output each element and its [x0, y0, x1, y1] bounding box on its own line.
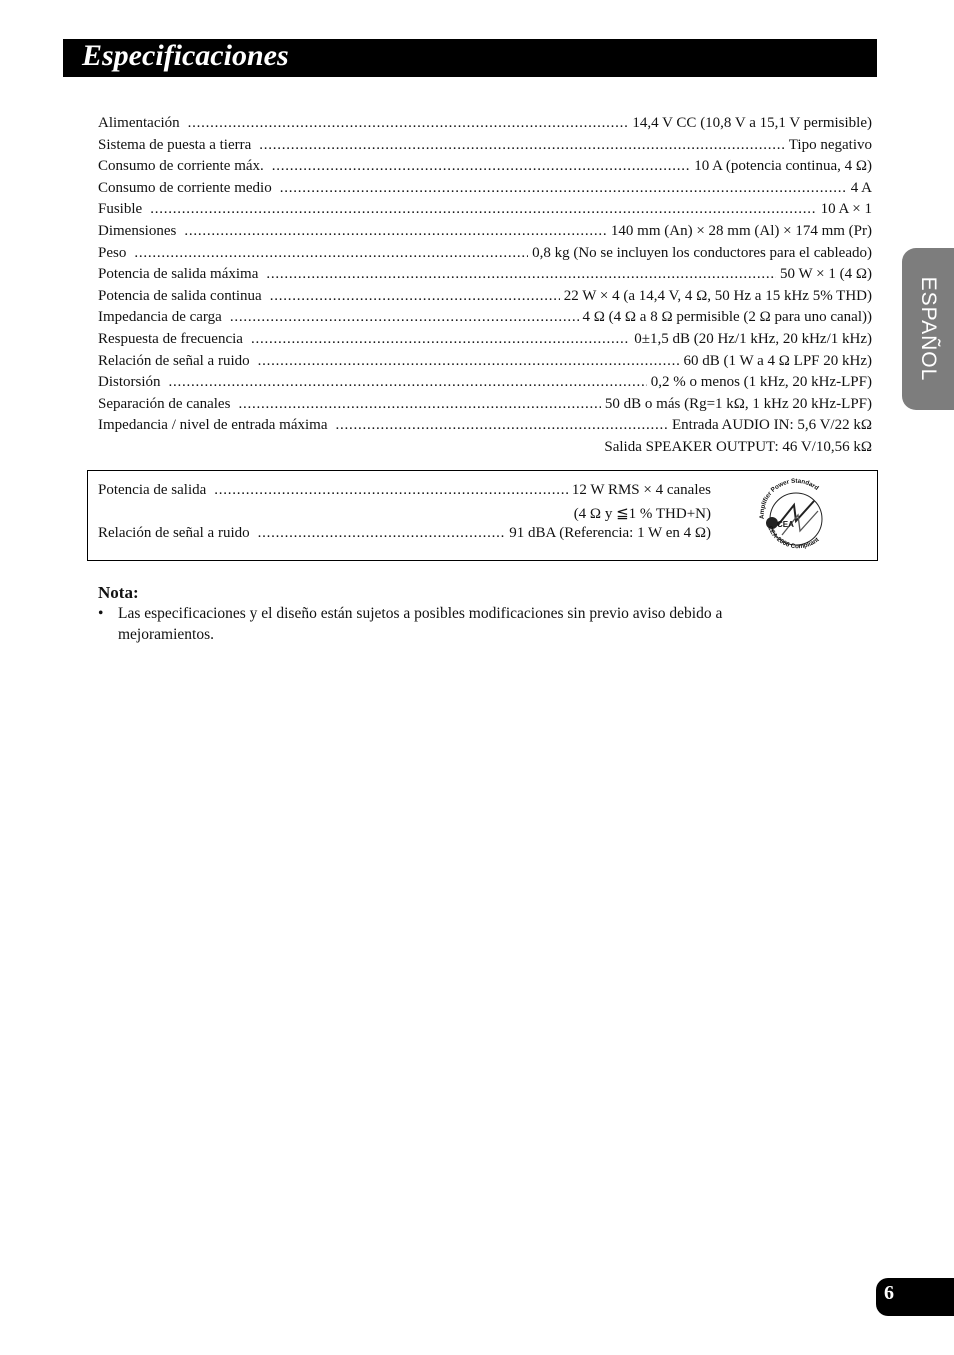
- page-number-tab: [876, 1278, 954, 1316]
- spec-label: Impedancia / nivel de entrada máxima: [98, 417, 328, 434]
- note-title: Nota:: [98, 583, 139, 602]
- specifications-list: [98, 115, 872, 461]
- spec-label: Potencia de salida continua: [98, 287, 262, 304]
- spec-row: [98, 158, 872, 180]
- cea-spec-value: 91 dBA (Referencia: 1 W en 4 Ω): [509, 525, 711, 542]
- spec-label: Sistema de puesta a tierra: [98, 136, 252, 153]
- spec-label: Consumo de corriente máx.: [98, 158, 264, 175]
- spec-row: [98, 115, 872, 137]
- spec-label: Potencia de salida máxima: [98, 266, 259, 283]
- spec-value: 22 W × 4 (a 14,4 V, 4 Ω, 50 Hz a 15 kHz 5% THD): [563, 287, 872, 304]
- leader-dots: [238, 396, 600, 413]
- spec-row: [98, 266, 872, 288]
- spec-value: 0,8 kg (No se incluyen los conductores para el cableado): [532, 244, 872, 261]
- cea-logo-top-text: Amplifier Power Standard: [758, 477, 820, 520]
- spec-value: 140 mm (An) × 28 mm (Al) × 174 mm (Pr): [610, 222, 872, 239]
- spec-row: [98, 223, 872, 245]
- spec-value: 10 A (potencia continua, 4 Ω): [694, 158, 872, 175]
- leader-dots: [150, 201, 816, 218]
- leader-dots: [258, 353, 680, 370]
- cea-spec-value: 12 W RMS × 4 canales: [571, 482, 711, 498]
- bullet: •: [98, 605, 104, 622]
- cea-spec-value: (4 Ω y ≦1 % THD+N): [573, 505, 711, 522]
- spec-value: 0,2 % o menos (1 kHz, 20 kHz-LPF): [650, 374, 872, 391]
- spec-row: [98, 180, 872, 202]
- spec-label: Relación de señal a ruido: [98, 352, 250, 369]
- cea-spec-row-continuation: [98, 504, 711, 526]
- leader-dots: [134, 245, 528, 262]
- page-number: 6: [884, 1282, 894, 1304]
- spec-label: Fusible: [98, 201, 143, 218]
- leader-dots: [270, 288, 560, 305]
- spec-value: 14,4 V CC (10,8 V a 15,1 V permisible): [632, 115, 872, 131]
- page-title: Especificaciones: [82, 39, 289, 72]
- spec-label: Dimensiones: [98, 222, 177, 239]
- section-title-bar: [63, 39, 877, 77]
- leader-dots: [230, 309, 579, 326]
- leader-dots: [266, 266, 776, 283]
- spec-row: [98, 201, 872, 223]
- cea-logo-bottom-text: CEA-2006 Compliant: [766, 524, 821, 551]
- spec-value: 0±1,5 dB (20 Hz/1 kHz, 20 kHz/1 kHz): [634, 330, 872, 347]
- spec-row-continuation: [98, 439, 872, 461]
- cea-specs: [98, 482, 711, 547]
- spec-row: [98, 331, 872, 353]
- spec-value: 60 dB (1 W a 4 Ω LPF 20 kHz): [683, 352, 872, 369]
- language-tab-label: ESPAÑOL: [917, 276, 940, 382]
- leader-dots: [259, 137, 785, 154]
- cea-spec-row: [98, 482, 711, 504]
- spec-label: Impedancia de carga: [98, 309, 222, 326]
- spec-label: Alimentación: [98, 115, 180, 131]
- cea-2006-compliant-logo: [754, 475, 838, 555]
- spec-value: 4 A: [850, 179, 872, 196]
- leader-dots: [169, 374, 647, 391]
- spec-row: [98, 245, 872, 267]
- cea-spec-row: [98, 525, 711, 547]
- spec-label: Respuesta de frecuencia: [98, 330, 243, 347]
- cea-brand-text: CEA: [777, 520, 794, 529]
- spec-label: Consumo de corriente medio: [98, 179, 272, 196]
- spec-value: 50 dB o más (Rg=1 kΩ, 1 kHz 20 kHz-LPF): [604, 395, 872, 412]
- leader-dots: [280, 180, 847, 197]
- leader-dots: [335, 417, 668, 434]
- spec-row: [98, 288, 872, 310]
- cea-compliance-box: [87, 470, 878, 561]
- spec-value: 50 W × 1 (4 Ω): [780, 266, 872, 283]
- spec-label: Distorsión: [98, 374, 161, 391]
- leader-dots: [272, 158, 690, 175]
- leader-dots: [188, 115, 629, 132]
- leader-dots: [258, 525, 506, 542]
- spec-value: Entrada AUDIO IN: 5,6 V/22 kΩ: [671, 417, 872, 434]
- spec-label: Peso: [98, 244, 127, 261]
- spec-value: Salida SPEAKER OUTPUT: 46 V/10,56 kΩ: [604, 438, 872, 455]
- leader-dots: [184, 223, 607, 240]
- spec-value: 4 Ω (4 Ω a 8 Ω permisible (2 Ω para uno canal)): [582, 309, 872, 326]
- spec-row: [98, 396, 872, 418]
- cea-spec-label: Relación de señal a ruido: [98, 525, 250, 542]
- spec-value: 10 A × 1: [820, 201, 872, 218]
- note-text: Las especificaciones y el diseño están sujetos a posibles modificaciones sin previo aviso debido a mejoramientos.: [118, 605, 723, 643]
- spec-row: [98, 137, 872, 159]
- leader-dots: [251, 331, 630, 348]
- note-section: [98, 582, 738, 645]
- language-tab: [902, 248, 954, 410]
- spec-label: Separación de canales: [98, 395, 231, 412]
- spec-value: Tipo negativo: [788, 136, 872, 153]
- spec-row: [98, 374, 872, 396]
- leader-dots: [214, 482, 568, 499]
- cea-spec-label: Potencia de salida: [98, 482, 207, 498]
- spec-row: [98, 417, 872, 439]
- spec-row: [98, 309, 872, 331]
- note-item: [98, 603, 738, 645]
- spec-row: [98, 353, 872, 375]
